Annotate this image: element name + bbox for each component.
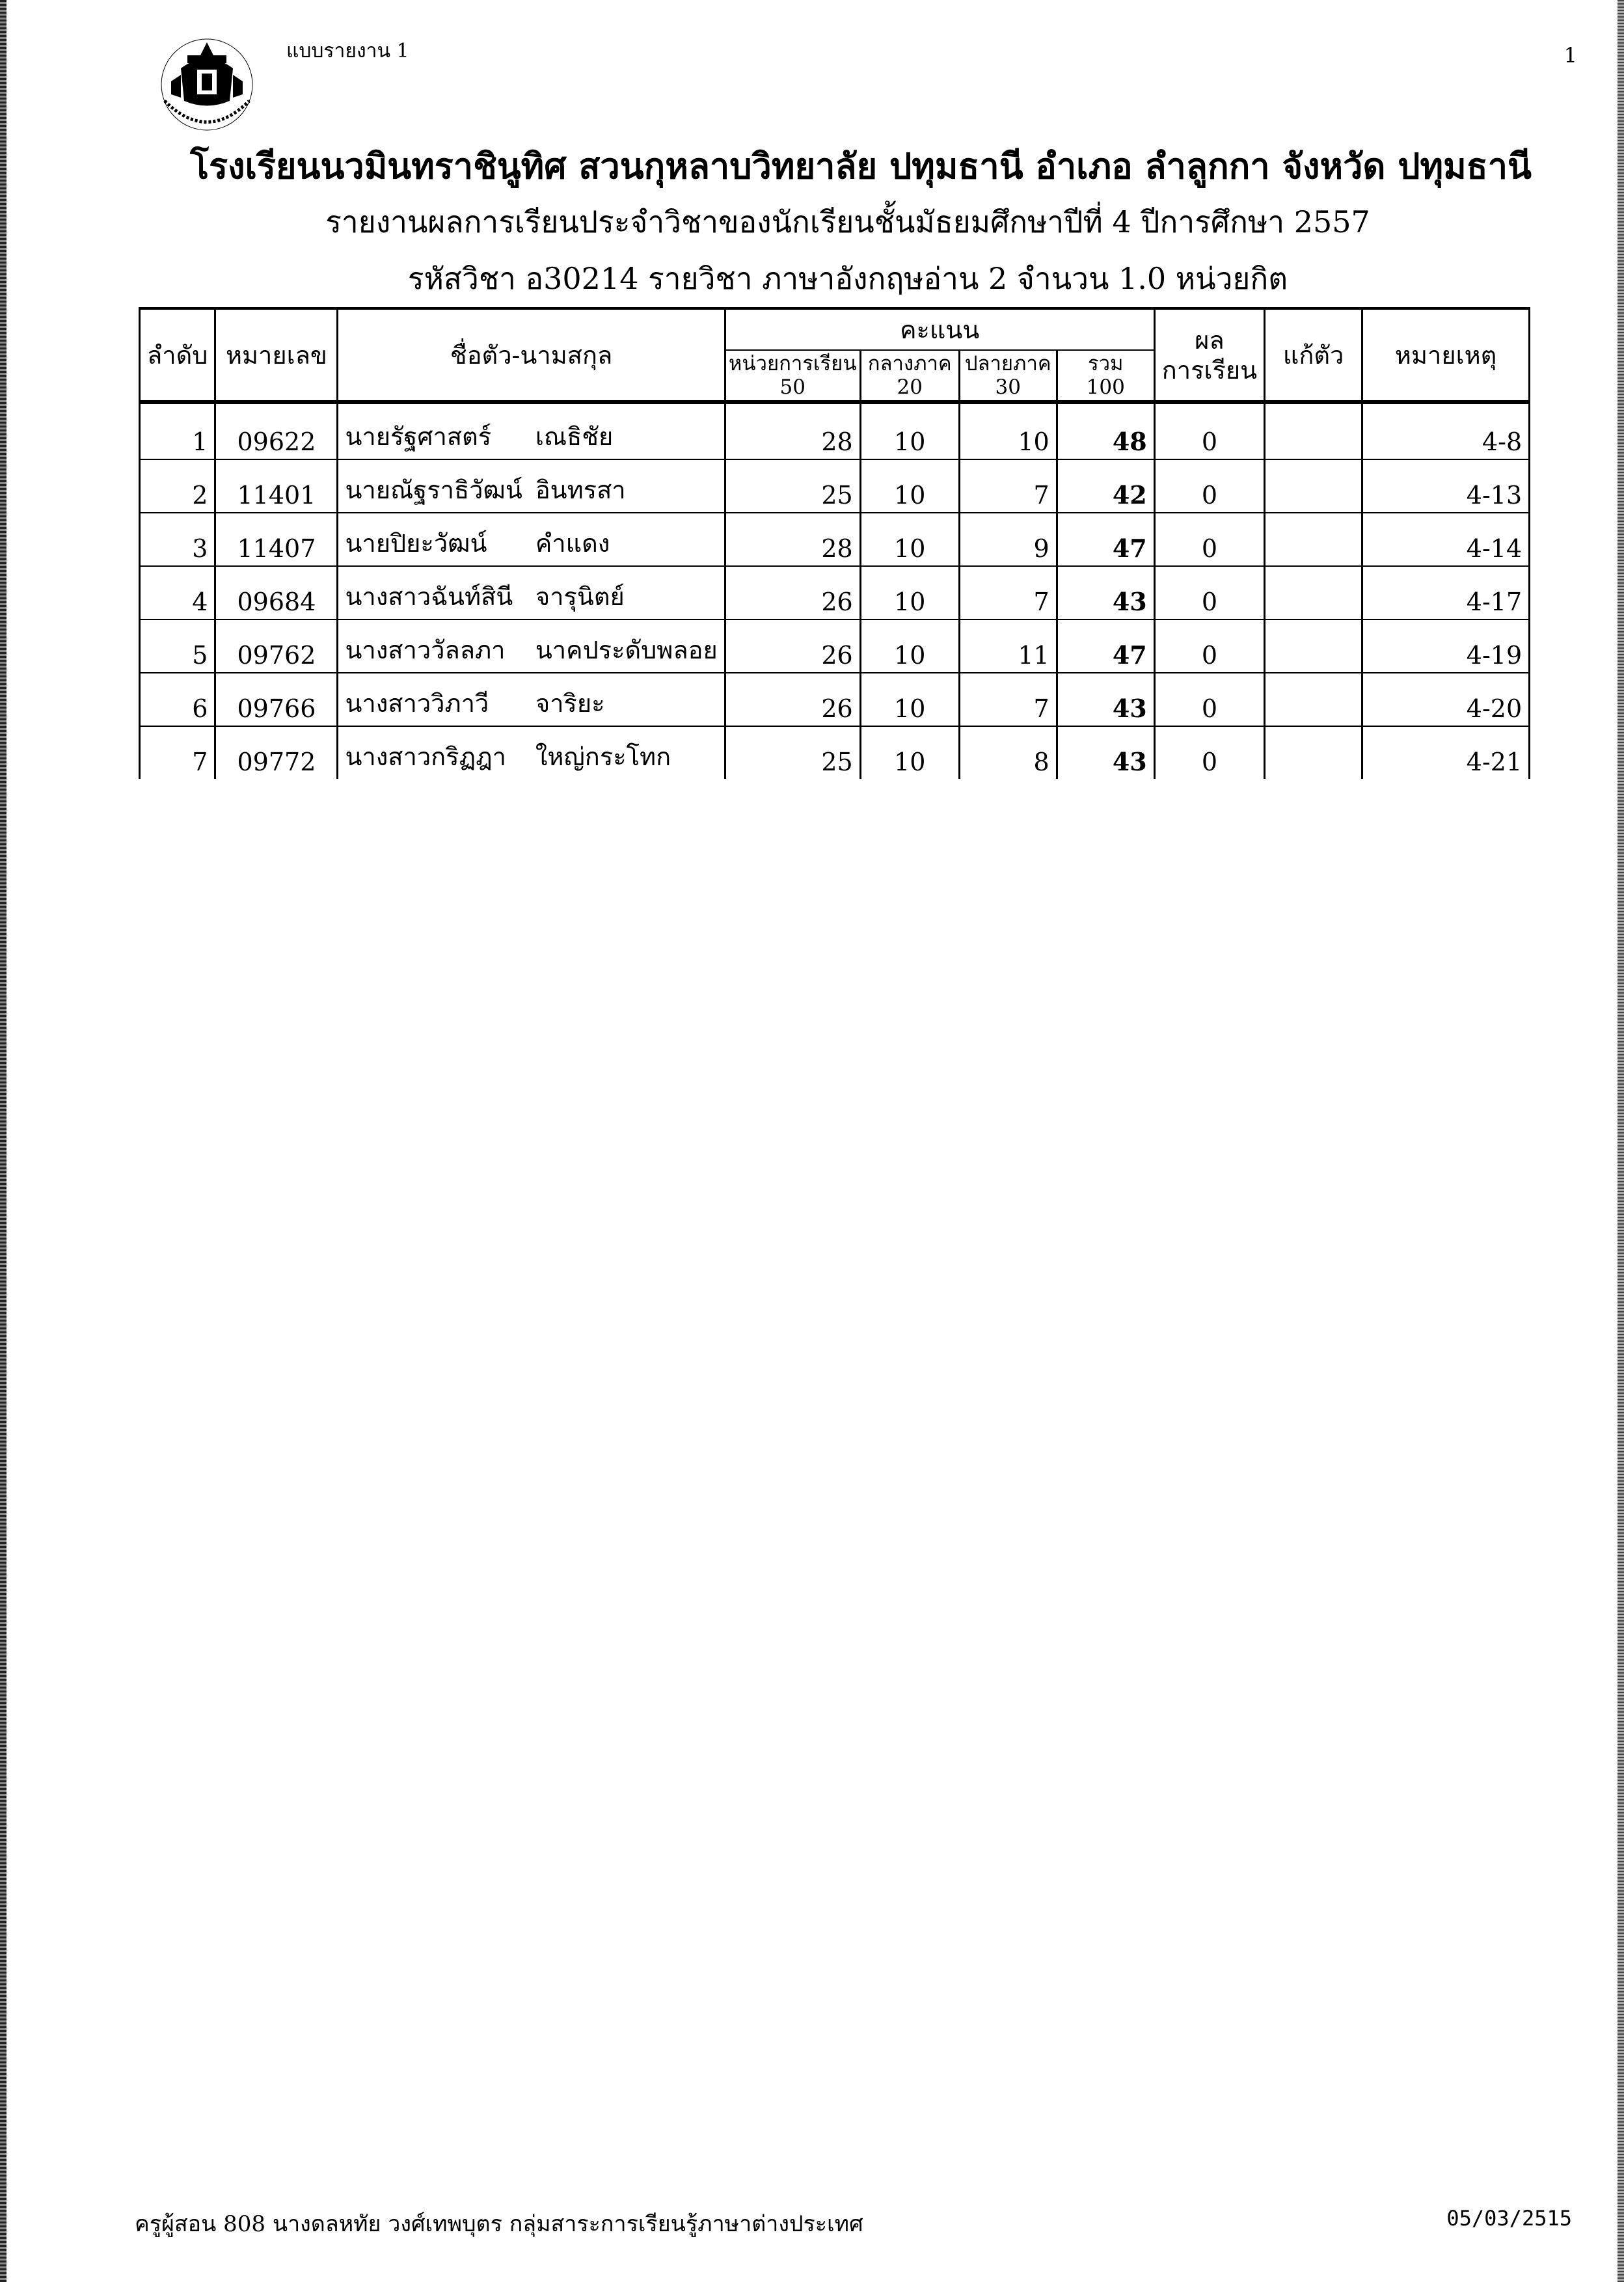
header-total-max: 100 [1086,375,1125,399]
grades-table [139,307,1530,779]
row-unit-score: 28 [725,402,860,459]
row-last-name: คำแดง [529,513,725,566]
row-first-name: นางสาววิภาวี [338,673,529,726]
row-result: 0 [1154,459,1264,513]
row-first-name: นางสาวกริฏฎา [338,726,529,779]
header-midterm-label: กลางภาค [867,352,952,375]
header-student-id: หมายเลข [215,308,338,402]
row-last-name: ใหญ่กระโทก [529,726,725,779]
report-form-label: แบบรายงาน 1 [286,40,409,62]
page-title: โรงเรียนนวมินทราชินูทิศ สวนกุหลาบวิทยาลัย ปทุมธานี อำเภอ ลำลูกกา จังหวัด ปทุมธานี [190,145,1532,187]
row-final-score: 9 [959,513,1057,566]
row-total-score: 47 [1057,513,1154,566]
row-student-id: 09766 [215,673,338,726]
row-unit-score: 25 [725,459,860,513]
row-order: 1 [140,402,215,459]
row-total-score: 43 [1057,673,1154,726]
row-order: 2 [140,459,215,513]
header-total-label: รวม [1087,352,1124,375]
subject-line: รหัสวิชา อ30214 รายวิชา ภาษาอังกฤษอ่าน 2 จำนวน 1.0 หน่วยกิต [407,261,1288,296]
row-unit-score: 28 [725,513,860,566]
row-unit-score: 26 [725,619,860,673]
row-unit-score: 26 [725,673,860,726]
table-row [140,619,1530,673]
school-seal-icon [142,29,272,133]
table-row [140,726,1530,779]
row-total-score: 42 [1057,459,1154,513]
row-student-id: 11401 [215,459,338,513]
page-subtitle: รายงานผลการเรียนประจำวิชาของนักเรียนชั้นมัธยมศึกษาปีที่ 4 ปีการศึกษา 2557 [325,204,1370,239]
row-last-name: อินทรสา [529,459,725,513]
row-last-name: เณธิชัย [529,402,725,459]
row-result: 0 [1154,673,1264,726]
scan-edge-left [0,0,7,2282]
row-student-id: 09684 [215,566,338,619]
row-midterm-score: 10 [860,459,959,513]
row-result: 0 [1154,513,1264,566]
row-first-name: นายปิยะวัฒน์ [338,513,529,566]
table-row [140,673,1530,726]
row-final-score: 10 [959,402,1057,459]
header-unit-max: 50 [779,375,805,399]
header-name: ชื่อตัว-นามสกุล [338,308,725,402]
row-order: 3 [140,513,215,566]
row-final-score: 7 [959,673,1057,726]
row-result: 0 [1154,566,1264,619]
header-final [959,350,1057,402]
scan-edge-right [1617,0,1624,2282]
footer-date: 05/03/2515 [1446,2206,1572,2231]
header-order: ลำดับ [140,308,215,402]
row-last-name: จาริยะ [529,673,725,726]
row-student-id: 09772 [215,726,338,779]
header-result-line2: การเรียน [1161,355,1258,385]
header-remedial: แก้ตัว [1265,308,1362,402]
row-final-score: 7 [959,566,1057,619]
row-midterm-score: 10 [860,513,959,566]
row-remedial [1265,402,1362,459]
table-row [140,402,1530,459]
row-remark: 4-21 [1362,726,1530,779]
row-result: 0 [1154,402,1264,459]
row-last-name: จารุนิตย์ [529,566,725,619]
row-remedial [1265,566,1362,619]
row-remedial [1265,619,1362,673]
row-final-score: 8 [959,726,1057,779]
row-remedial [1265,459,1362,513]
header-total [1057,350,1154,402]
header-final-max: 30 [995,375,1021,399]
footer-teacher: ครูผู้สอน 808 นางดลหทัย วงศ์เทพบุตร กลุ่มสาระการเรียนรู้ภาษาต่างประเทศ [135,2211,863,2237]
row-remedial [1265,513,1362,566]
header-midterm [860,350,959,402]
row-order: 7 [140,726,215,779]
row-final-score: 11 [959,619,1057,673]
row-first-name: นางสาววัลลภา [338,619,529,673]
row-remark: 4-19 [1362,619,1530,673]
page-number: 1 [1563,43,1577,68]
row-order: 5 [140,619,215,673]
row-midterm-score: 10 [860,673,959,726]
row-student-id: 09622 [215,402,338,459]
table-row [140,513,1530,566]
row-midterm-score: 10 [860,726,959,779]
row-remark: 4-14 [1362,513,1530,566]
row-remark: 4-20 [1362,673,1530,726]
table-row [140,566,1530,619]
row-order: 6 [140,673,215,726]
row-first-name: นายรัฐศาสตร์ [338,402,529,459]
header-unit-label: หน่วยการเรียน [728,352,857,375]
header-scores: คะแนน [725,308,1154,350]
row-midterm-score: 10 [860,402,959,459]
row-result: 0 [1154,726,1264,779]
header-result-line1: ผล [1195,325,1225,355]
header-remark: หมายเหตุ [1362,308,1530,402]
row-midterm-score: 10 [860,566,959,619]
row-remark: 4-17 [1362,566,1530,619]
table-row [140,459,1530,513]
header-result [1154,308,1264,402]
row-total-score: 43 [1057,726,1154,779]
row-last-name: นาคประดับพลอย [529,619,725,673]
row-final-score: 7 [959,459,1057,513]
row-total-score: 43 [1057,566,1154,619]
row-result: 0 [1154,619,1264,673]
header-midterm-max: 20 [897,375,923,399]
row-remedial [1265,673,1362,726]
row-total-score: 48 [1057,402,1154,459]
row-first-name: นางสาวฉันท์สินี [338,566,529,619]
row-unit-score: 26 [725,566,860,619]
row-first-name: นายณัฐราธิวัฒน์ [338,459,529,513]
header-final-label: ปลายภาค [964,352,1051,375]
row-remedial [1265,726,1362,779]
row-midterm-score: 10 [860,619,959,673]
row-unit-score: 25 [725,726,860,779]
row-student-id: 09762 [215,619,338,673]
header-unit [725,350,860,402]
row-remark: 4-13 [1362,459,1530,513]
row-remark: 4-8 [1362,402,1530,459]
row-total-score: 47 [1057,619,1154,673]
row-order: 4 [140,566,215,619]
row-student-id: 11407 [215,513,338,566]
